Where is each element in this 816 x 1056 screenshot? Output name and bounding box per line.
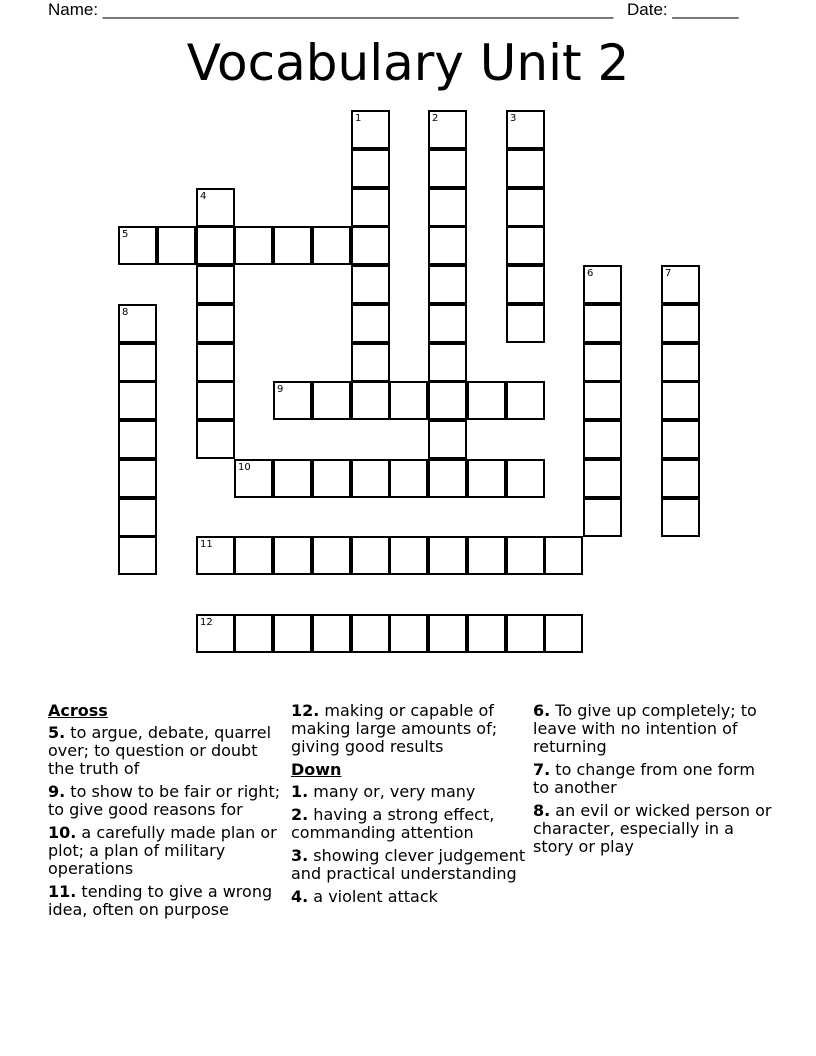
clue-text: a violent attack [308, 887, 438, 906]
grid-cell[interactable] [196, 420, 235, 459]
grid-cell[interactable] [312, 226, 351, 265]
grid-cell[interactable] [544, 536, 583, 575]
grid-cell[interactable] [467, 614, 506, 653]
clue-down-6 [533, 702, 773, 756]
grid-cell[interactable] [196, 265, 235, 304]
clue-across-11 [48, 883, 284, 919]
grid-cell[interactable] [118, 459, 157, 498]
grid-cell[interactable] [661, 420, 700, 459]
grid-cell[interactable] [351, 265, 390, 304]
grid-cell[interactable] [506, 265, 545, 304]
grid-cell[interactable] [428, 265, 467, 304]
grid-cell[interactable] [506, 536, 545, 575]
grid-cell[interactable] [661, 498, 700, 537]
grid-cell[interactable] [196, 304, 235, 343]
grid-cell[interactable] [661, 265, 700, 304]
grid-cell[interactable] [118, 226, 157, 265]
grid-cell[interactable] [428, 459, 467, 498]
clue-number: 9. [48, 782, 66, 801]
cell-number: 3 [510, 113, 517, 124]
clues-column-2 [291, 702, 527, 911]
clue-text: having a strong effect, commanding attention [291, 805, 495, 842]
grid-cell[interactable] [506, 304, 545, 343]
grid-cell[interactable] [312, 381, 351, 420]
grid-cell[interactable] [234, 614, 273, 653]
cell-number: 9 [277, 384, 284, 395]
clue-across-12 [291, 702, 527, 756]
grid-cell[interactable] [583, 265, 622, 304]
clue-number: 4. [291, 887, 309, 906]
across-heading: Across [48, 701, 108, 720]
grid-cell[interactable] [428, 343, 467, 382]
grid-cell[interactable] [351, 381, 390, 420]
grid-cell[interactable] [196, 188, 235, 227]
grid-cell[interactable] [506, 614, 545, 653]
cell-number: 2 [432, 113, 439, 124]
name-field-label: Name: ______________________________________________________ [48, 0, 614, 19]
grid-cell[interactable] [428, 304, 467, 343]
grid-cell[interactable] [118, 343, 157, 382]
clue-down-4 [291, 888, 527, 906]
clue-text: to change from one form to another [533, 760, 755, 797]
grid-cell[interactable] [234, 536, 273, 575]
clue-number: 7. [533, 760, 551, 779]
grid-cell[interactable] [506, 381, 545, 420]
grid-cell[interactable] [351, 459, 390, 498]
grid-cell[interactable] [428, 420, 467, 459]
cell-number: 10 [238, 462, 251, 473]
grid-cell[interactable] [389, 614, 428, 653]
grid-cell[interactable] [467, 381, 506, 420]
grid-cell[interactable] [583, 381, 622, 420]
clues-column-1 [48, 702, 284, 924]
grid-cell[interactable] [428, 381, 467, 420]
grid-cell[interactable] [506, 459, 545, 498]
clue-text: showing clever judgement and practical understanding [291, 846, 526, 883]
cell-number: 12 [200, 617, 213, 628]
clue-across-10 [48, 824, 284, 878]
grid-cell[interactable] [351, 343, 390, 382]
grid-cell[interactable] [118, 498, 157, 537]
cell-number: 4 [200, 191, 207, 202]
grid-cell[interactable] [273, 381, 312, 420]
clue-text: To give up completely; to leave with no intention of returning [533, 701, 757, 756]
clue-text: to show to be fair or right; to give good reasons for [48, 782, 281, 819]
grid-cell[interactable] [506, 149, 545, 188]
grid-cell[interactable] [506, 226, 545, 265]
grid-cell[interactable] [273, 614, 312, 653]
grid-cell[interactable] [351, 110, 390, 149]
cell-number: 5 [122, 229, 129, 240]
grid-cell[interactable] [196, 614, 235, 653]
grid-cell[interactable] [389, 381, 428, 420]
cell-number: 1 [355, 113, 362, 124]
grid-cell[interactable] [583, 304, 622, 343]
grid-cell[interactable] [506, 110, 545, 149]
clue-text: a carefully made plan or plot; a plan of military operations [48, 823, 277, 878]
grid-cell[interactable] [506, 188, 545, 227]
grid-cell[interactable] [157, 226, 196, 265]
grid-cell[interactable] [428, 110, 467, 149]
clue-text: many or, very many [308, 782, 476, 801]
grid-cell[interactable] [273, 536, 312, 575]
grid-cell[interactable] [583, 420, 622, 459]
grid-cell[interactable] [544, 614, 583, 653]
grid-cell[interactable] [661, 381, 700, 420]
grid-cell[interactable] [583, 343, 622, 382]
grid-cell[interactable] [351, 536, 390, 575]
clue-text: making or capable of making large amounts of; giving good results [291, 701, 498, 756]
grid-cell[interactable] [234, 459, 273, 498]
grid-cell[interactable] [467, 459, 506, 498]
grid-cell[interactable] [351, 149, 390, 188]
grid-cell[interactable] [273, 459, 312, 498]
grid-cell[interactable] [234, 226, 273, 265]
grid-cell[interactable] [428, 226, 467, 265]
clue-number: 10. [48, 823, 77, 842]
down-heading: Down [291, 760, 342, 779]
clue-text: tending to give a wrong idea, often on purpose [48, 882, 273, 919]
grid-cell[interactable] [312, 459, 351, 498]
grid-cell[interactable] [428, 188, 467, 227]
grid-cell[interactable] [428, 149, 467, 188]
grid-cell[interactable] [389, 459, 428, 498]
grid-cell[interactable] [583, 498, 622, 537]
clue-number: 6. [533, 701, 551, 720]
grid-cell[interactable] [661, 304, 700, 343]
date-field-label: Date: _______ [627, 0, 739, 19]
grid-cell[interactable] [196, 381, 235, 420]
clue-down-1 [291, 783, 527, 801]
grid-cell[interactable] [196, 226, 235, 265]
page-title: Vocabulary Unit 2 [186, 34, 630, 92]
grid-cell[interactable] [273, 226, 312, 265]
grid-cell[interactable] [118, 536, 157, 575]
clue-across-9 [48, 783, 284, 819]
cell-number: 7 [665, 268, 672, 279]
clue-across-5 [48, 724, 284, 778]
clue-down-8 [533, 802, 773, 856]
clues-column-3 [533, 702, 773, 861]
grid-cell[interactable] [351, 226, 390, 265]
grid-cell[interactable] [467, 536, 506, 575]
cell-number: 8 [122, 307, 129, 318]
grid-cell[interactable] [583, 459, 622, 498]
grid-cell[interactable] [312, 614, 351, 653]
clue-number: 5. [48, 723, 66, 742]
grid-cell[interactable] [389, 536, 428, 575]
clue-number: 12. [291, 701, 320, 720]
grid-cell[interactable] [196, 343, 235, 382]
cell-number: 11 [200, 539, 213, 550]
clue-text: an evil or wicked person or character, especially in a story or play [533, 801, 772, 856]
grid-cell[interactable] [661, 459, 700, 498]
clue-text: to argue, debate, quarrel over; to question or doubt the truth of [48, 723, 272, 778]
grid-cell[interactable] [351, 188, 390, 227]
clue-down-2 [291, 806, 527, 842]
clue-number: 11. [48, 882, 77, 901]
grid-cell[interactable] [428, 614, 467, 653]
grid-cell[interactable] [118, 420, 157, 459]
grid-cell[interactable] [196, 536, 235, 575]
cell-number: 6 [587, 268, 594, 279]
clue-down-3 [291, 847, 527, 883]
clue-number: 1. [291, 782, 309, 801]
grid-cell[interactable] [118, 381, 157, 420]
grid-cell[interactable] [312, 536, 351, 575]
clue-down-7 [533, 761, 773, 797]
clue-number: 3. [291, 846, 309, 865]
grid-cell[interactable] [351, 614, 390, 653]
clue-number: 2. [291, 805, 309, 824]
grid-cell[interactable] [661, 343, 700, 382]
clue-number: 8. [533, 801, 551, 820]
grid-cell[interactable] [351, 304, 390, 343]
grid-cell[interactable] [428, 536, 467, 575]
grid-cell[interactable] [118, 304, 157, 343]
